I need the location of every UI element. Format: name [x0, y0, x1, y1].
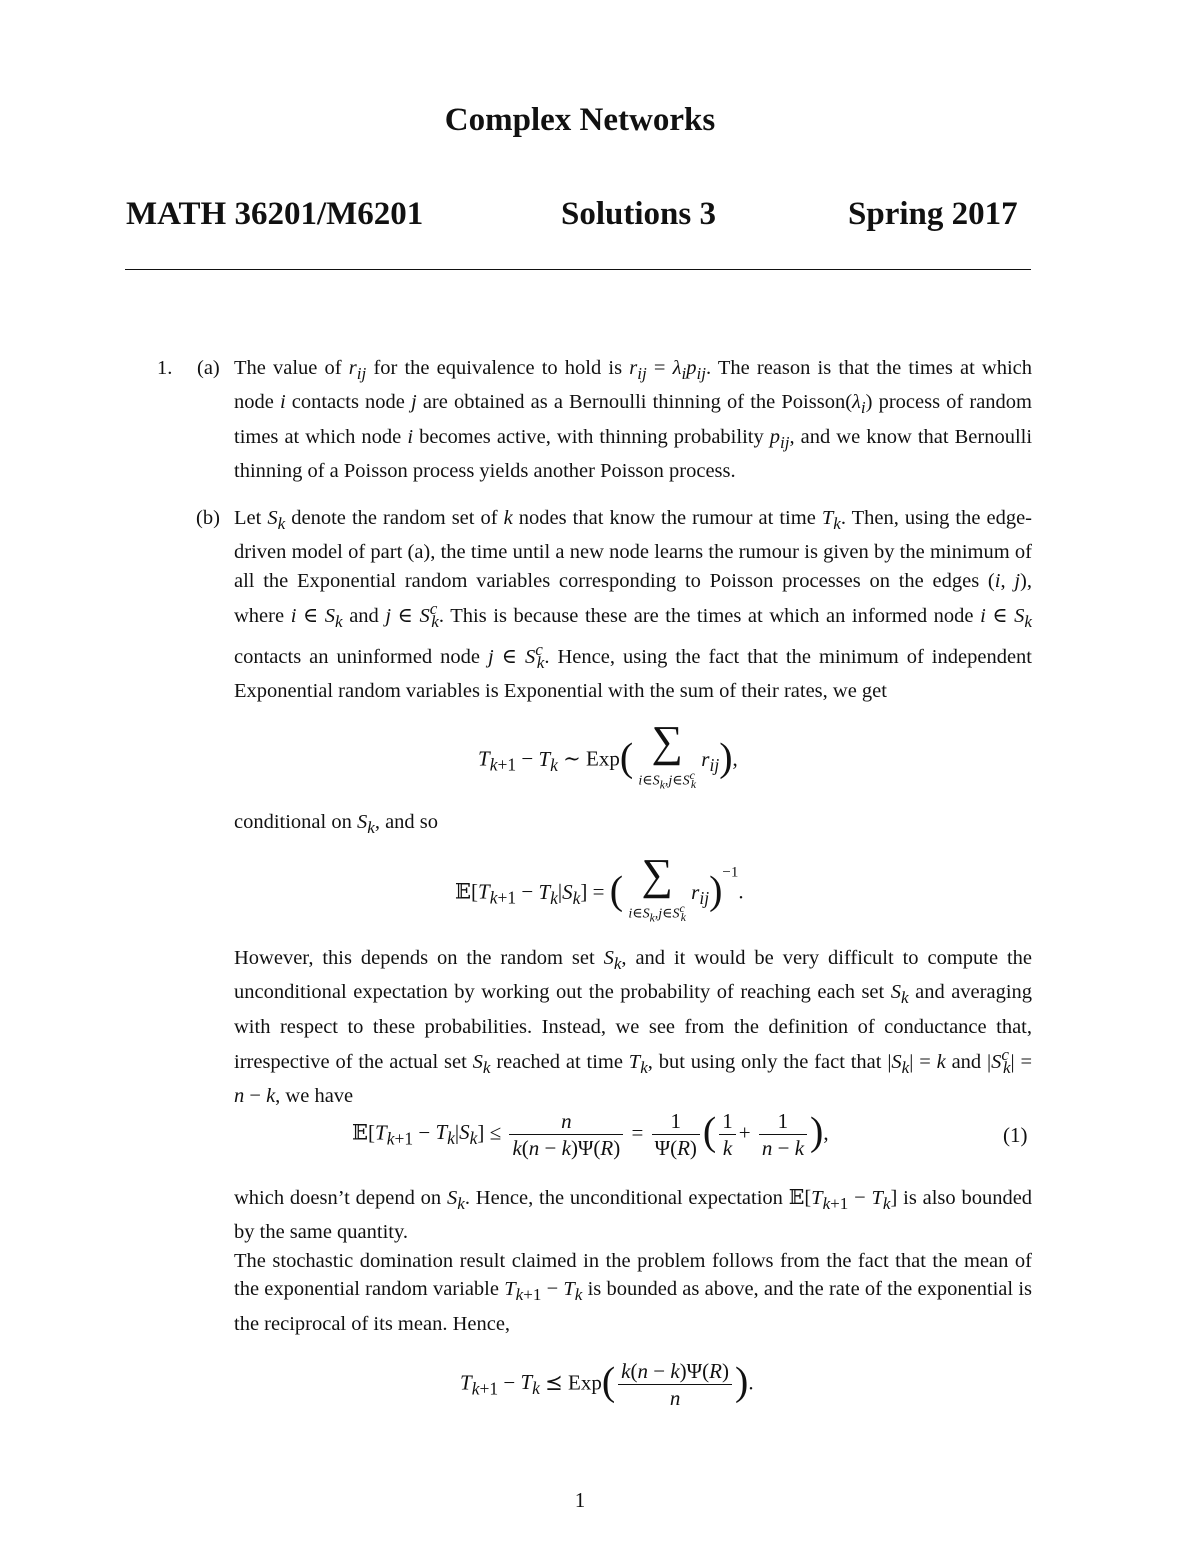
equation-conditional-expectation: $𝔼[T_{k+1} - T_k|S_k]$ = ( ∑ $i\in S_k,j\in S^c_k$ $r_{ij})^{-1}$. [455, 850, 744, 925]
term: Spring 2017 [848, 196, 1018, 232]
stochastic-paragraph: The stochastic domination result claimed in the problem follows from the fact that the mean of the exponential random variable $T_{k+1} - T_k$ is bounded as above, and the rate of the exponential is the reciprocal of its mean. Hence, [234, 1250, 1032, 1335]
problem-number: 1. [157, 357, 173, 379]
conditional-text: conditional on $S_k$, and so [234, 811, 439, 838]
equation-bound: $𝔼[T_{k+1} - T_k|S_k]$ ≤ $\frac{n}{k(n - k)\Psi(R)}$ = $\frac{1}{\Psi(R)}$ ( $\frac{1}{k}$ + $\frac{1}{n - k}$ ), [352, 1108, 829, 1160]
header-rule [125, 269, 1031, 270]
equation-domination: $T_{k+1} - T_k$ ⪯ Exp( $\frac{k(n - k)\Psi(R)}{n}$ ). [460, 1358, 754, 1410]
course-code: MATH 36201/M6201 [126, 196, 424, 232]
page-title: Complex Networks [444, 102, 716, 138]
however-paragraph: However, this depends on the random set $S_k$, and it would be very difficult to compute the unconditional expectation by working out the probability of reaching each set $S_k$ and averaging with respect to these probabilities. Instead, we see from the definition of conductance that, irrespective of the actual set $S_k$ reached at time $T_k$, but using only the fact that $|S_k| = k$ and $|S^c_k| = n - k$, we have [234, 947, 1033, 1107]
part-a-label: (a) [197, 357, 220, 379]
document-name: Solutions 3 [561, 196, 716, 232]
part-b-label: (b) [196, 507, 220, 529]
part-a-paragraph: The value of $r_{ij}$ for the equivalence to hold is $r_{ij} = \lambda_ip_{ij}$. The reason is that the times at which node i contacts node j are obtained as a Bernoulli thinning of the $Poisson(\lambda_i)$ process of random times at which node i becomes active, with thinning probability $p_{ij}$, and we know that Bernoulli thinning of a Poisson process yields another Poisson process. [234, 357, 1033, 482]
equation-distribution: $T_{k+1} - T_k$ ∼ Exp( ∑ $i\in S_k,j\in S^c_k$ $r_{ij}$), [478, 717, 738, 792]
part-b-paragraph: Let $S_k$ denote the random set of k nodes that know the rumour at time $T_k$. Then, using the edge-driven model of part (a), the time until a new node learns the rumour is given by the minimum of all the Exponential random variables corresponding to Poisson processes on the edges (i, j), where i ∈ $S_k$ and j ∈ $S^c_k$. This is because these are the times at which an informed node i ∈ $S_k$ contacts an uninformed node j ∈ $S^c_k$. Hence, using the fact that the minimum of independent Exponential random variables is Exponential with the sum of their rates, we get [234, 507, 1033, 702]
equation-number: (1) [1003, 1123, 1028, 1147]
which-paragraph: which doesn’t depend on $S_k$. Hence, the unconditional expectation $𝔼[T_{k+1} - T_k]$ is also bounded by the same quantity. [234, 1187, 1033, 1244]
page-number: 1 [574, 1488, 586, 1512]
